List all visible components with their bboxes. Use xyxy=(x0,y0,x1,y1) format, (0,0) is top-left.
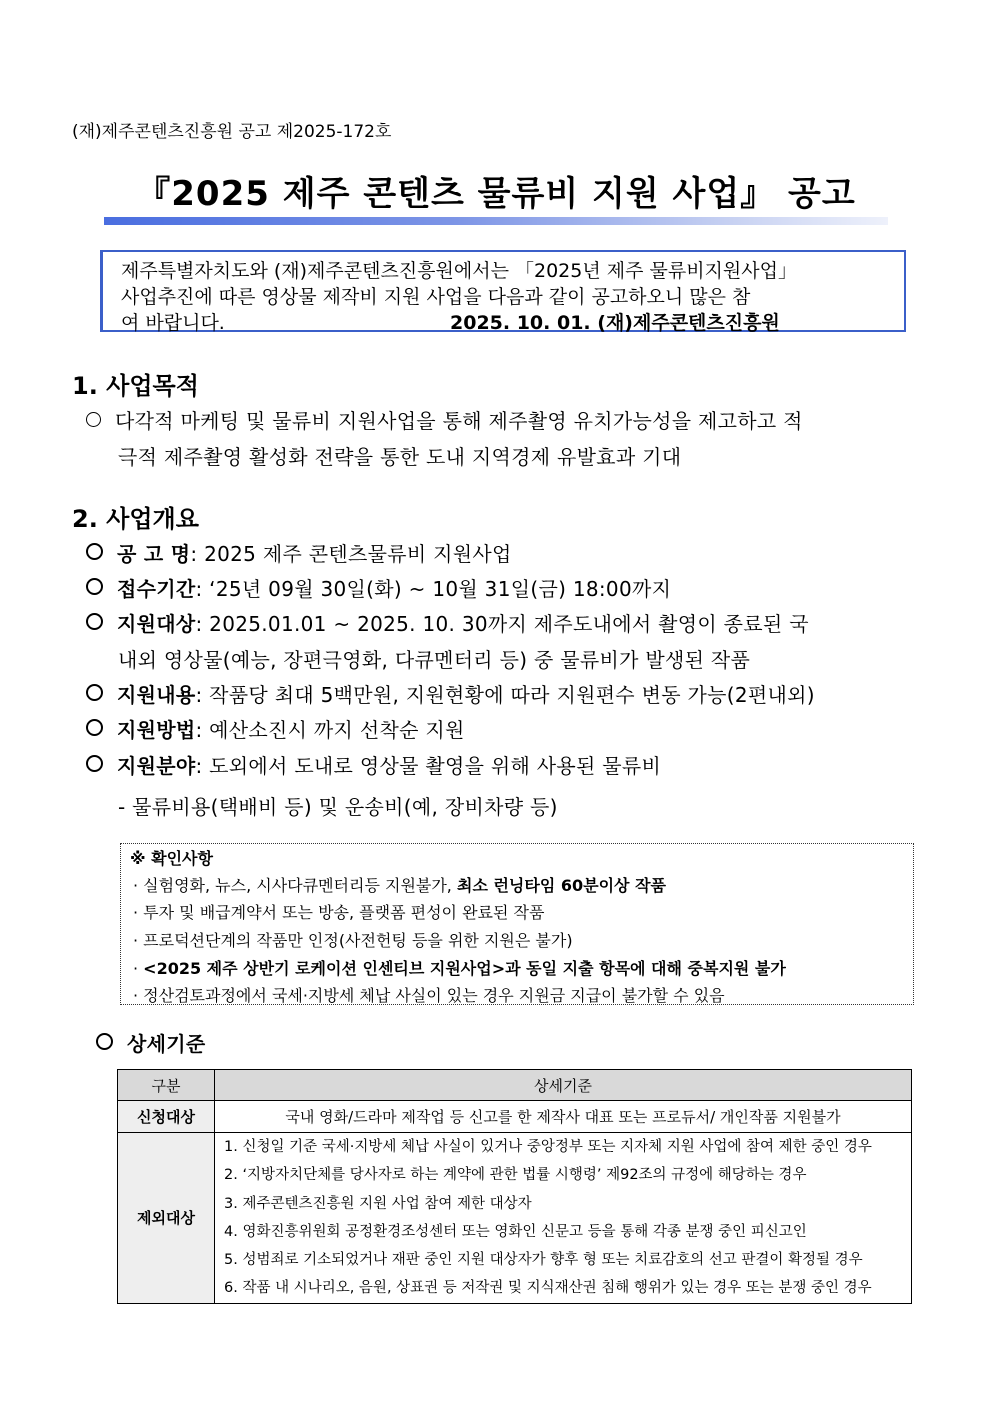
overview-value: : 예산소진시 까지 선착순 지원 xyxy=(195,718,465,742)
overview-label: 공 고 명 xyxy=(117,542,191,566)
circle-bullet-icon xyxy=(86,719,103,736)
table-row xyxy=(118,1101,912,1133)
overview-item-content xyxy=(86,679,815,708)
criteria-heading xyxy=(96,1028,205,1057)
section1-text-1: 다각적 마케팅 및 물류비 지원사업을 통해 제주촬영 유치가능성을 제고하고 적 xyxy=(115,409,803,433)
section1-line-2: 극적 제주촬영 활성화 전략을 통한 도내 지역경제 유발효과 기대 xyxy=(118,445,682,469)
list-item: 5. 성범죄로 기소되었거나 재판 중인 지원 대상자가 향후 형 또는 치료감호의 선고 판결이 확정될 경우 xyxy=(224,1252,863,1269)
list-item: 3. 제주콘텐츠진흥원 지원 사업 참여 제한 대상자 xyxy=(224,1195,532,1212)
check-title: ※ 확인사항 xyxy=(130,849,213,868)
exclusion-label: 제외대상 xyxy=(118,1133,215,1304)
overview-label: 지원분야 xyxy=(117,754,196,778)
circle-bullet-icon xyxy=(86,543,103,560)
check-item-bold: <2025 제주 상반기 로케이션 인센티브 지원사업>과 동일 지출 항목에 대해 중복지원 불가 xyxy=(143,959,786,978)
check-item-text: · 실험영화, 뉴스, 시사다큐멘터리등 지원불가, xyxy=(133,876,457,895)
intro-signature: 2025. 10. 01. (재)제주콘텐츠진흥원 xyxy=(450,312,780,334)
overview-field-cont: - 물류비용(택배비 등) 및 운송비(예, 장비차량 등) xyxy=(118,795,558,819)
overview-label: 지원내용 xyxy=(117,683,196,707)
overview-value: : 2025.01.01 ~ 2025. 10. 30까지 제주도내에서 촬영이 종료된 국 xyxy=(195,612,809,636)
circle-bullet-icon xyxy=(86,412,101,427)
col-detail-header: 상세기준 xyxy=(215,1070,912,1101)
overview-value: : 작품당 최대 5백만원, 지원현황에 따라 지원편수 변동 가능(2편내외) xyxy=(195,683,815,707)
circle-bullet-icon xyxy=(86,755,103,772)
overview-item-method xyxy=(86,714,465,743)
intro-line-3: 여 바랍니다. xyxy=(121,312,225,334)
check-item-text: · 프로덕션단계의 작품만 인정(사전헌팅 등을 위한 지원은 불가) xyxy=(133,931,573,950)
circle-bullet-icon xyxy=(96,1033,113,1050)
circle-bullet-icon xyxy=(86,578,103,595)
overview-value: : 2025 제주 콘텐츠물류비 지원사업 xyxy=(190,542,512,566)
table-row xyxy=(118,1133,912,1304)
col-category-header: 구분 xyxy=(118,1070,215,1101)
overview-item-field xyxy=(86,750,661,779)
check-item xyxy=(133,983,725,1006)
check-item-text: · 정산검토과정에서 국세·지방세 체납 사실이 있는 경우 지원금 지급이 불가할 수 있음 xyxy=(133,986,725,1005)
notice-number: (재)제주콘텐츠진흥원 공고 제2025-172호 xyxy=(72,122,392,142)
check-item xyxy=(133,900,544,923)
section1-heading: 1. 사업목적 xyxy=(72,372,199,400)
overview-value: : 도외에서 도내로 영상물 촬영을 위해 사용된 물류비 xyxy=(195,754,662,778)
check-item-text: · xyxy=(133,959,144,978)
section2-heading: 2. 사업개요 xyxy=(72,505,199,533)
criteria-heading-text: 상세기준 xyxy=(127,1032,206,1056)
overview-item-title xyxy=(86,538,512,567)
overview-item-target xyxy=(86,608,809,637)
check-box xyxy=(120,843,914,1005)
list-item: 2. ‘지방자치단체를 당사자로 하는 계약에 관한 법률 시행령’ 제92조의 규정에 해당하는 경우 xyxy=(224,1167,807,1184)
table-header-row xyxy=(118,1070,912,1101)
page-title: 『2025 제주 콘텐츠 물류비 지원 사업』 공고 xyxy=(136,174,856,214)
circle-bullet-icon xyxy=(86,684,103,701)
criteria-table xyxy=(117,1069,912,1304)
exclusion-list xyxy=(215,1133,912,1304)
check-item xyxy=(133,873,666,896)
applicant-text: 국내 영화/드라마 제작업 등 신고를 한 제작사 대표 또는 프로듀서/ 개인작품 지원불가 xyxy=(215,1101,912,1133)
applicant-label: 신청대상 xyxy=(118,1101,215,1133)
list-item: 1. 신청일 기준 국세·지방세 체납 사실이 있거나 중앙정부 또는 지자체 지원 사업에 참여 제한 중인 경우 xyxy=(224,1139,872,1155)
list-item: 4. 영화진흥위원회 공정환경조성센터 또는 영화인 신문고 등을 통해 각종 분쟁 중인 피신고인 xyxy=(224,1223,807,1240)
intro-line-1: 제주특별자치도와 (재)제주콘텐츠진흥원에서는 「2025년 제주 물류비지원사업」 xyxy=(121,260,797,282)
overview-label: 지원방법 xyxy=(117,718,196,742)
overview-value: : ‘25년 09월 30일(화) ~ 10월 31일(금) 18:00까지 xyxy=(195,577,672,601)
overview-label: 접수기간 xyxy=(117,577,196,601)
circle-bullet-icon xyxy=(86,613,103,630)
check-item xyxy=(133,956,786,979)
section1-line-1 xyxy=(86,405,803,434)
list-item: 6. 작품 내 시나리오, 음원, 상표권 등 저작권 및 지식재산권 침해 행위가 있는 경우 또는 분쟁 중인 경우 xyxy=(224,1280,872,1297)
overview-label: 지원대상 xyxy=(117,612,196,636)
check-item-bold: 최소 런닝타임 60분이상 작품 xyxy=(456,876,666,895)
title-underline xyxy=(104,217,888,225)
intro-line-2: 사업추진에 따른 영상물 제작비 지원 사업을 다음과 같이 공고하오니 많은 참 xyxy=(121,286,751,308)
check-item xyxy=(133,928,573,951)
overview-target-cont: 내외 영상물(예능, 장편극영화, 다큐멘터리 등) 중 물류비가 발생된 작품 xyxy=(118,648,751,672)
overview-item-period xyxy=(86,573,671,602)
check-item-text: · 투자 및 배급계약서 또는 방송, 플랫폼 편성이 완료된 작품 xyxy=(133,903,545,922)
